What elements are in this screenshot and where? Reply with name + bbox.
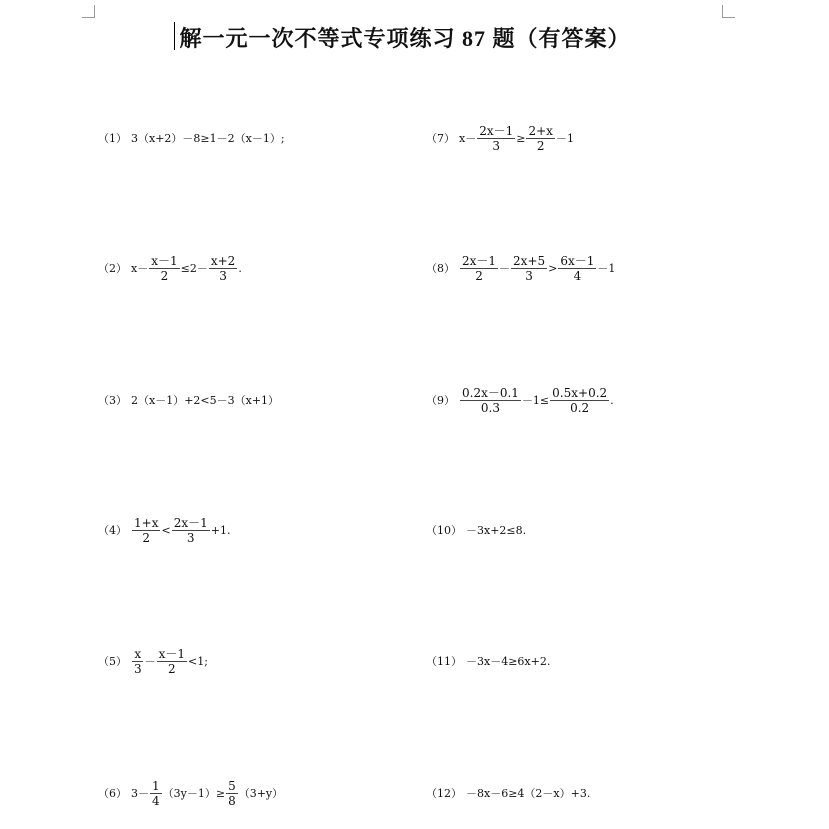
problem-10 (426, 510, 526, 550)
fraction (132, 516, 160, 545)
numerator: 2x－1 (462, 253, 497, 268)
problem-8 (426, 248, 615, 288)
expression-text: +1. (210, 523, 231, 537)
problem-number: （5） (98, 655, 127, 668)
expression-text: < (161, 523, 171, 537)
problem-number: （3） (98, 394, 127, 407)
expression-text: －1 (597, 262, 616, 275)
problem-number: （10） (426, 524, 462, 537)
fraction (526, 124, 554, 153)
expression-text: . (610, 393, 614, 407)
numerator: 2x－1 (173, 515, 208, 530)
problem-number: （2） (98, 262, 127, 275)
fraction (209, 254, 237, 283)
fraction (157, 647, 187, 676)
expression-text: － (499, 262, 511, 275)
denominator: 2 (168, 661, 176, 676)
numerator: 2x+5 (513, 253, 546, 268)
fraction (226, 779, 238, 808)
problem-number: （9） (426, 394, 455, 407)
problem-number: （7） (426, 132, 455, 145)
page-corner-mark (82, 5, 95, 18)
numerator: 2x－1 (479, 123, 514, 138)
problem-number: （11） (426, 655, 462, 668)
problem-9 (426, 380, 614, 420)
expression-text: ≤2－ (180, 262, 208, 275)
expression-text: －3x+2≤8. (466, 524, 527, 537)
denominator: 8 (228, 793, 236, 808)
problem-12 (426, 773, 590, 813)
problem-1 (98, 118, 285, 158)
problem-2 (98, 248, 242, 288)
expression-text: <1; (188, 654, 208, 668)
denominator: 4 (152, 793, 160, 808)
fraction (511, 254, 547, 283)
expression-text: － (144, 655, 156, 668)
problem-3 (98, 380, 279, 420)
expression-text: ≥ (516, 131, 526, 145)
page-corner-mark (722, 5, 735, 18)
problem-number: （12） (426, 787, 462, 800)
problem-6 (98, 773, 283, 813)
denominator: 2 (142, 530, 151, 545)
fraction (132, 647, 144, 676)
denominator: 3 (492, 138, 501, 153)
expression-text: 2（x－1）+2<5－3（x+1） (131, 394, 280, 407)
fraction (477, 124, 515, 153)
denominator: 3 (525, 268, 533, 283)
numerator: x－1 (151, 253, 178, 268)
denominator: 0.3 (480, 400, 501, 415)
expression-text: x－ (459, 132, 477, 145)
numerator: 2+x (528, 123, 553, 138)
fraction (172, 516, 210, 545)
problem-number: （4） (98, 524, 127, 537)
numerator: 0.5x+0.2 (552, 385, 608, 400)
problem-7 (426, 118, 574, 158)
denominator: 2 (160, 268, 169, 283)
denominator: 4 (573, 268, 582, 283)
denominator: 3 (219, 268, 227, 283)
fraction (460, 254, 498, 283)
numerator: x－1 (158, 646, 186, 661)
denominator: 2 (536, 138, 545, 153)
expression-text: （3+y） (238, 787, 284, 800)
denominator: 3 (186, 530, 195, 545)
denominator: 2 (475, 268, 483, 283)
numerator: x+2 (210, 253, 236, 268)
fraction (460, 386, 521, 415)
document-title: 解一元一次不等式专项练习 87 题（有答案） (179, 26, 631, 51)
numerator: 6x－1 (560, 253, 595, 268)
denominator: 0.2 (570, 400, 590, 415)
expression-text: . (238, 261, 242, 275)
problem-5 (98, 641, 208, 681)
problem-number: （8） (426, 262, 455, 275)
fraction (149, 254, 179, 283)
expression-text: －1 (555, 132, 574, 145)
expression-text: > (548, 261, 558, 275)
expression-text: －8x－6≥4（2－x）+3. (466, 787, 591, 800)
numerator: 1+x (134, 515, 159, 530)
numerator: x (134, 646, 142, 661)
fraction (558, 254, 596, 283)
denominator: 3 (134, 661, 142, 676)
expression-text: －3x－4≥6x+2. (466, 655, 551, 668)
problem-number: （1） (98, 132, 127, 145)
expression-text: 3（x+2）－8≥1－2（x－1）; (131, 132, 285, 145)
problem-11 (426, 641, 550, 681)
numerator: 0.2x－0.1 (462, 385, 519, 400)
fraction (550, 386, 609, 415)
numerator: 5 (228, 778, 236, 793)
expression-text: 3－ (131, 787, 149, 800)
numerator: 1 (152, 778, 160, 793)
expression-text: x－ (131, 262, 149, 275)
problem-4 (98, 510, 230, 550)
expression-text: （3y－1）≥ (162, 787, 226, 800)
fraction (150, 779, 162, 808)
expression-text: －1≤ (521, 394, 550, 407)
problem-number: （6） (98, 787, 127, 800)
